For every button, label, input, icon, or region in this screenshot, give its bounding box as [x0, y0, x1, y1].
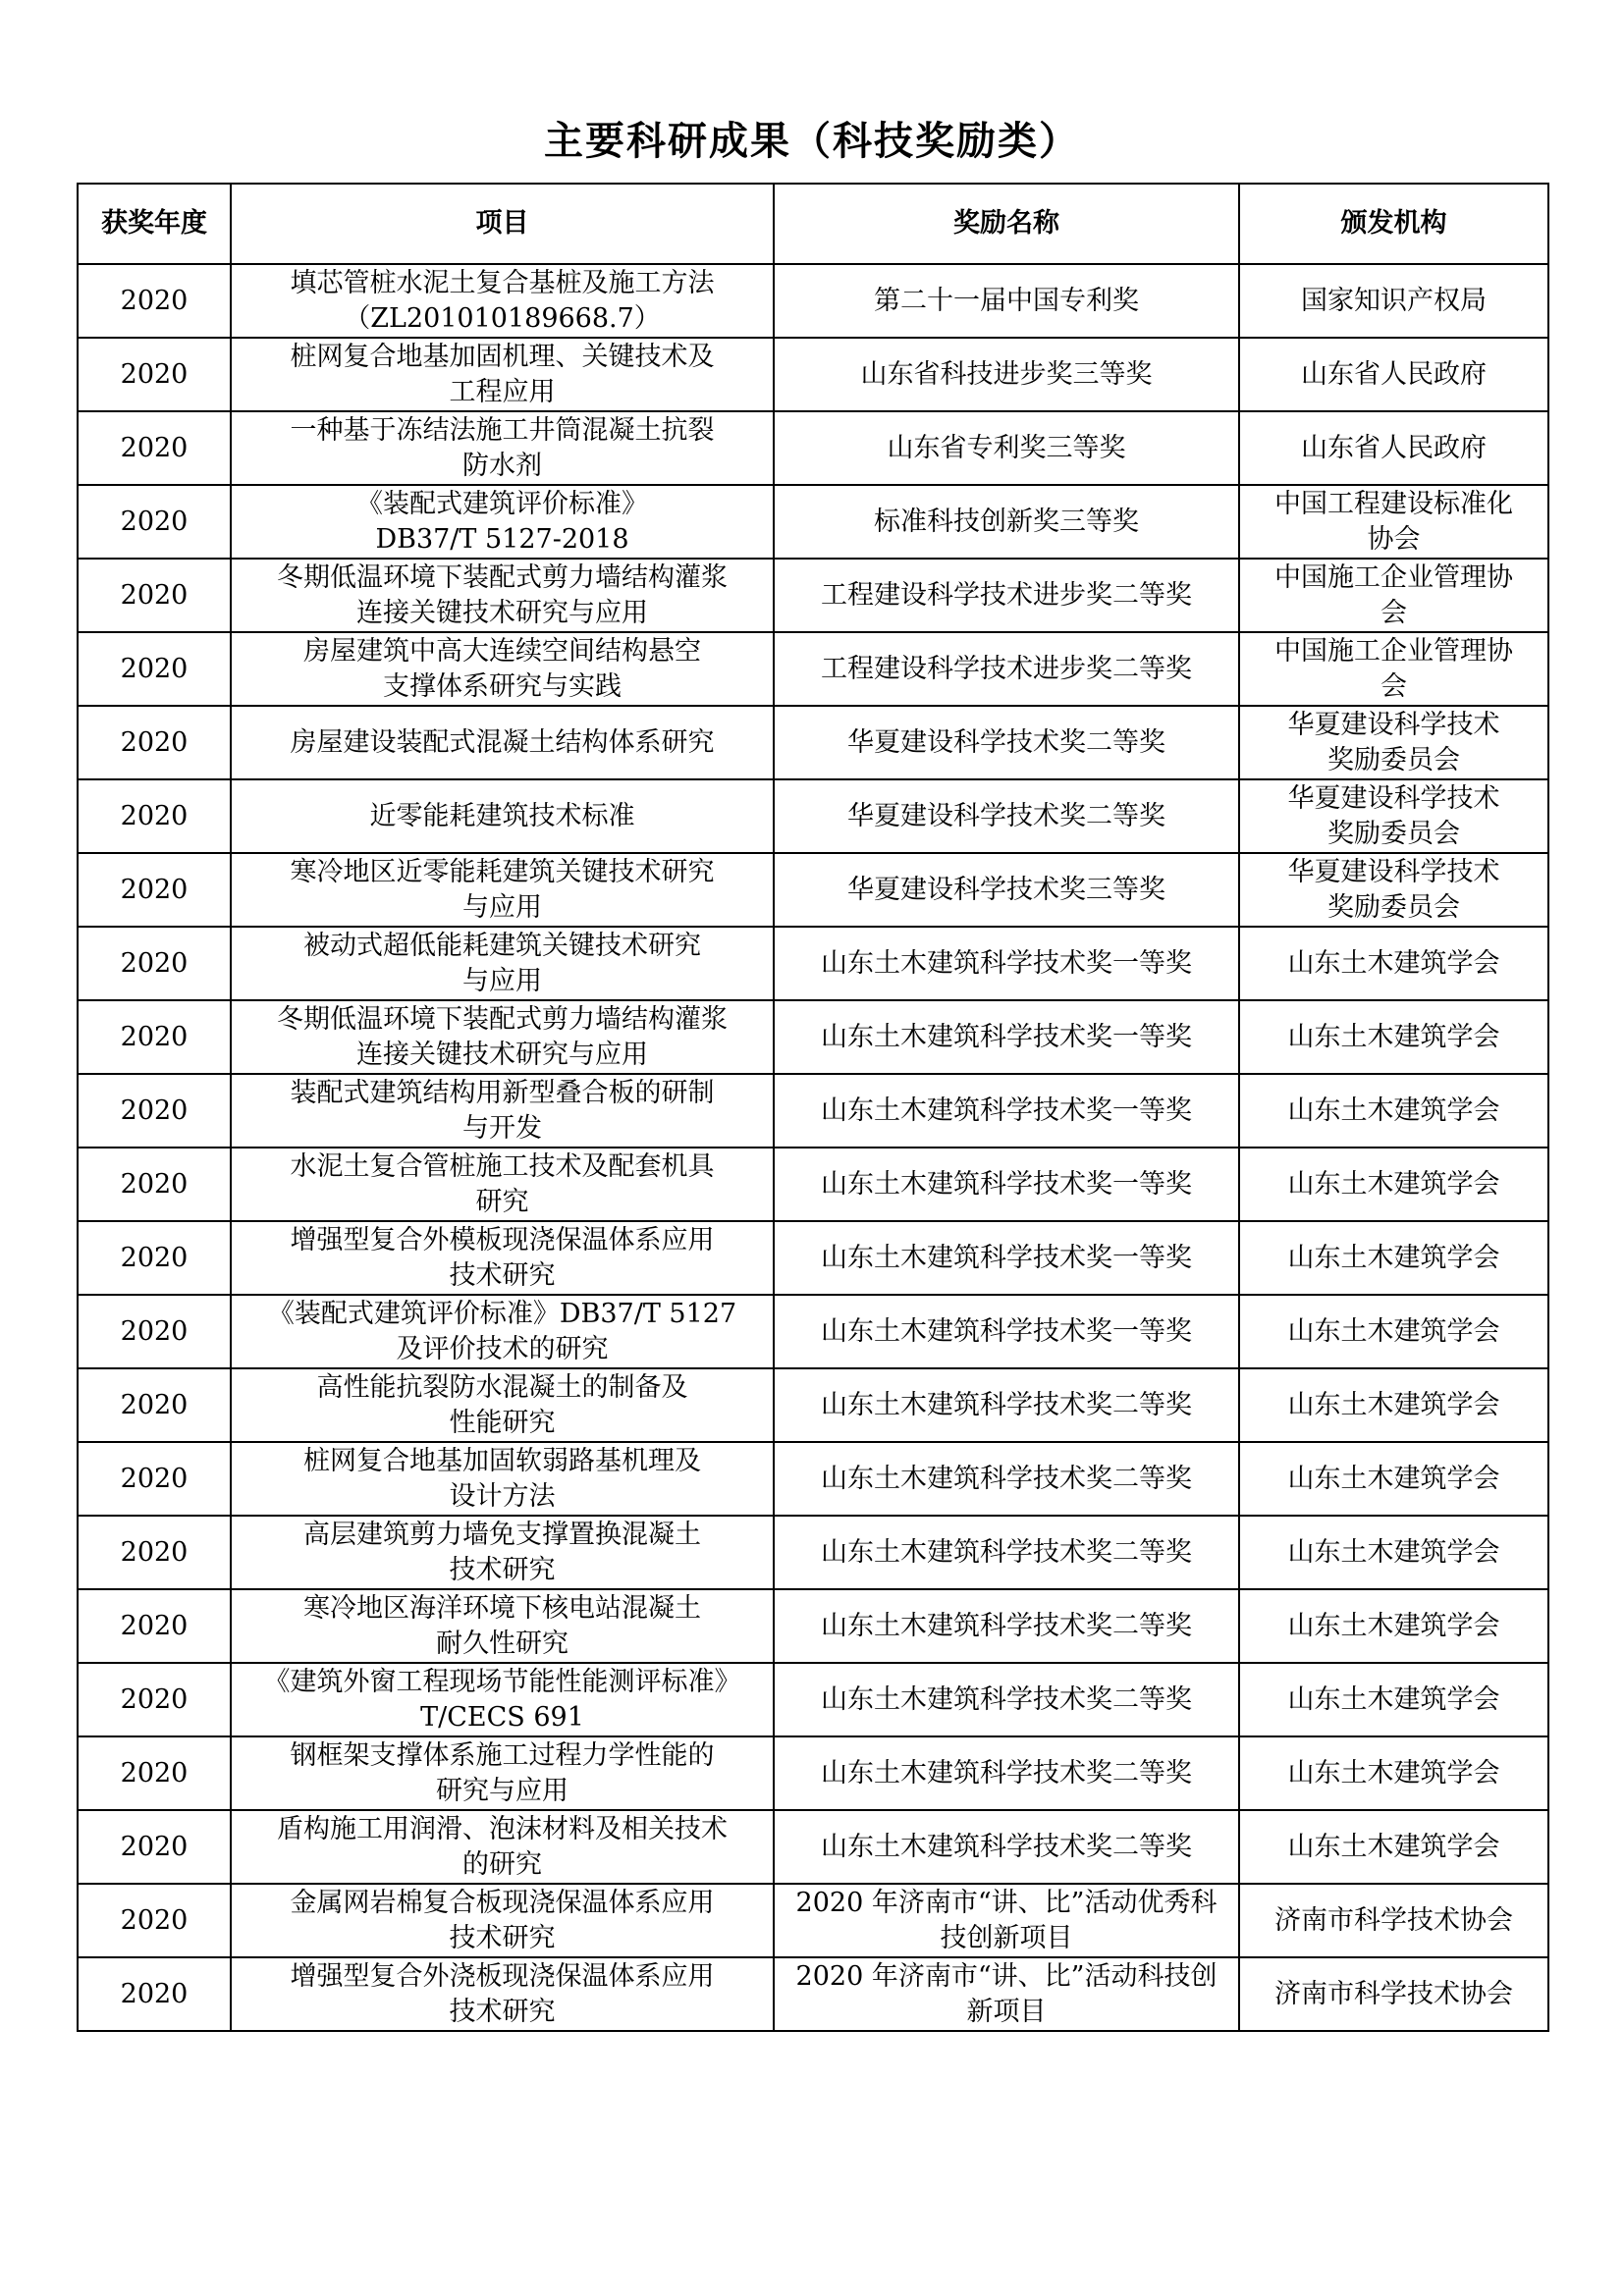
cell-issuer-line: 国家知识产权局	[1301, 285, 1487, 316]
cell-issuer	[1239, 1148, 1548, 1221]
cell-award-line: 工程建设科学技术进步奖二等奖	[821, 579, 1192, 611]
cell-award-line: 工程建设科学技术进步奖二等奖	[821, 653, 1192, 684]
cell-issuer-line: 山东土木建筑学会	[1287, 1536, 1500, 1568]
header-issuer: 颁发机构	[1239, 184, 1548, 264]
cell-issuer-line: 奖励委员会	[1327, 818, 1460, 849]
cell-project	[231, 1663, 774, 1736]
cell-project	[231, 1589, 774, 1663]
cell-project-line: 技术研究	[449, 1259, 556, 1291]
cell-project	[231, 927, 774, 1000]
cell-issuer	[1239, 1074, 1548, 1148]
cell-project-line: 工程应用	[449, 376, 556, 407]
cell-year: 2020	[78, 1810, 231, 1884]
cell-award	[774, 1295, 1239, 1368]
cell-award	[774, 411, 1239, 485]
cell-project	[231, 264, 774, 338]
cell-issuer-line: 会	[1380, 670, 1407, 702]
cell-issuer	[1239, 1810, 1548, 1884]
cell-issuer	[1239, 1516, 1548, 1589]
cell-issuer-line: 协会	[1367, 523, 1421, 555]
table-row	[78, 779, 1548, 853]
table-row	[78, 411, 1548, 485]
cell-issuer	[1239, 1295, 1548, 1368]
table-row	[78, 1148, 1548, 1221]
cell-award-line: 山东土木建筑科学技术奖二等奖	[821, 1683, 1192, 1715]
cell-issuer-line: 济南市科学技术协会	[1274, 1904, 1513, 1936]
cell-year: 2020	[78, 1736, 231, 1810]
cell-issuer-line: 山东土木建筑学会	[1287, 1389, 1500, 1420]
cell-issuer	[1239, 485, 1548, 559]
page-title: 主要科研成果（科技奖励类）	[544, 119, 1080, 164]
cell-project	[231, 1442, 774, 1516]
table-row	[78, 1221, 1548, 1295]
cell-project	[231, 338, 774, 411]
cell-award-line: 山东土木建筑科学技术奖二等奖	[821, 1831, 1192, 1862]
cell-year: 2020	[78, 1295, 231, 1368]
cell-issuer-line: 华夏建设科学技术	[1287, 856, 1500, 887]
cell-project-line: 与应用	[462, 965, 542, 996]
cell-project-line: 及评价技术的研究	[396, 1333, 609, 1364]
cell-project-line: T/CECS 691	[420, 1701, 584, 1733]
cell-award-line: 山东土木建筑科学技术奖二等奖	[821, 1757, 1192, 1789]
table-row	[78, 1516, 1548, 1589]
cell-year: 2020	[78, 1663, 231, 1736]
cell-project-line: 冬期低温环境下装配式剪力墙结构灌浆	[277, 561, 728, 593]
cell-issuer-line: 济南市科学技术协会	[1274, 1978, 1513, 2009]
cell-award	[774, 927, 1239, 1000]
cell-issuer-line: 中国工程建设标准化	[1274, 488, 1513, 519]
cell-project-line: 近零能耗建筑技术标准	[369, 800, 635, 831]
cell-award-line: 山东土木建筑科学技术奖一等奖	[821, 1242, 1192, 1273]
cell-issuer	[1239, 853, 1548, 927]
cell-award-line: 山东省科技进步奖三等奖	[860, 358, 1153, 390]
cell-award	[774, 264, 1239, 338]
table-row	[78, 1957, 1548, 2031]
cell-award	[774, 1663, 1239, 1736]
cell-issuer-line: 中国施工企业管理协	[1274, 635, 1513, 667]
cell-project	[231, 559, 774, 632]
table-row	[78, 1884, 1548, 1957]
table-row	[78, 559, 1548, 632]
table-row	[78, 1368, 1548, 1442]
cell-award-line: 2020 年济南市“讲、比”活动科技创	[795, 1960, 1218, 1992]
cell-issuer	[1239, 264, 1548, 338]
table-row	[78, 1810, 1548, 1884]
cell-project-line: 金属网岩棉复合板现浇保温体系应用	[290, 1887, 715, 1918]
cell-award	[774, 1957, 1239, 2031]
cell-issuer	[1239, 1000, 1548, 1074]
cell-project-line: 与应用	[462, 891, 542, 923]
cell-year: 2020	[78, 485, 231, 559]
cell-award	[774, 485, 1239, 559]
cell-award	[774, 1810, 1239, 1884]
cell-issuer-line: 奖励委员会	[1327, 891, 1460, 923]
cell-year: 2020	[78, 264, 231, 338]
cell-issuer-line: 华夏建设科学技术	[1287, 782, 1500, 814]
cell-award-line: 山东省专利奖三等奖	[887, 432, 1126, 463]
cell-project-line: 耐久性研究	[436, 1628, 568, 1659]
cell-year: 2020	[78, 1442, 231, 1516]
cell-issuer	[1239, 706, 1548, 779]
cell-project	[231, 1810, 774, 1884]
cell-project-line: 水泥土复合管桩施工技术及配套机具	[290, 1150, 715, 1182]
cell-award-line: 山东土木建筑科学技术奖二等奖	[821, 1389, 1192, 1420]
table-row	[78, 927, 1548, 1000]
cell-issuer-line: 山东土木建筑学会	[1287, 1315, 1500, 1347]
cell-project	[231, 1000, 774, 1074]
cell-award	[774, 1589, 1239, 1663]
cell-project-line: 技术研究	[449, 1996, 556, 2027]
cell-project-line: 连接关键技术研究与应用	[356, 597, 648, 628]
cell-issuer-line: 山东土木建筑学会	[1287, 947, 1500, 979]
cell-project-line: 设计方法	[449, 1480, 556, 1512]
cell-project-line: 增强型复合外模板现浇保温体系应用	[290, 1224, 715, 1255]
cell-project-line: 《装配式建筑评价标准》DB37/T 5127	[267, 1298, 737, 1329]
cell-issuer	[1239, 927, 1548, 1000]
cell-award	[774, 1221, 1239, 1295]
table-header	[78, 184, 1548, 264]
cell-issuer	[1239, 1663, 1548, 1736]
cell-project-line: 填芯管桩水泥土复合基桩及施工方法	[290, 267, 715, 298]
cell-issuer-line: 山东土木建筑学会	[1287, 1021, 1500, 1052]
cell-award-line: 山东土木建筑科学技术奖二等奖	[821, 1536, 1192, 1568]
table-row	[78, 632, 1548, 706]
cell-project	[231, 632, 774, 706]
cell-award	[774, 1368, 1239, 1442]
cell-project-line: 连接关键技术研究与应用	[356, 1039, 648, 1070]
cell-project-line: （ZL201010189668.7）	[344, 302, 661, 334]
cell-award-line: 山东土木建筑科学技术奖一等奖	[821, 947, 1192, 979]
cell-issuer-line: 山东土木建筑学会	[1287, 1168, 1500, 1200]
cell-project-line: 技术研究	[449, 1554, 556, 1585]
cell-year: 2020	[78, 1957, 231, 2031]
cell-issuer-line: 华夏建设科学技术	[1287, 709, 1500, 740]
cell-project-line: 研究与应用	[436, 1775, 568, 1806]
cell-project-line: 被动式超低能耗建筑关键技术研究	[303, 930, 701, 961]
cell-project-line: 的研究	[462, 1848, 542, 1880]
cell-issuer-line: 山东土木建筑学会	[1287, 1242, 1500, 1273]
cell-award-line: 华夏建设科学技术奖三等奖	[847, 874, 1165, 905]
cell-issuer-line: 山东土木建筑学会	[1287, 1610, 1500, 1641]
cell-award-line: 技创新项目	[940, 1922, 1073, 1953]
cell-year: 2020	[78, 1368, 231, 1442]
cell-issuer-line: 奖励委员会	[1327, 744, 1460, 775]
cell-project	[231, 1368, 774, 1442]
cell-project	[231, 779, 774, 853]
cell-award	[774, 1074, 1239, 1148]
header-row	[78, 184, 1548, 264]
cell-project-line: 房屋建设装配式混凝土结构体系研究	[290, 726, 715, 758]
cell-issuer	[1239, 338, 1548, 411]
cell-award	[774, 853, 1239, 927]
cell-award-line: 山东土木建筑科学技术奖一等奖	[821, 1315, 1192, 1347]
cell-project	[231, 485, 774, 559]
cell-project-line: DB37/T 5127-2018	[375, 523, 629, 555]
cell-project-line: 高层建筑剪力墙免支撑置换混凝土	[303, 1519, 701, 1550]
table-row	[78, 1663, 1548, 1736]
cell-issuer-line: 山东省人民政府	[1301, 432, 1487, 463]
cell-project-line: 《装配式建筑评价标准》	[356, 488, 648, 519]
cell-award-line: 标准科技创新奖三等奖	[874, 506, 1139, 537]
cell-issuer	[1239, 1736, 1548, 1810]
cell-project-line: 一种基于冻结法施工井筒混凝土抗裂	[290, 414, 715, 446]
cell-award-line: 华夏建设科学技术奖二等奖	[847, 800, 1165, 831]
cell-issuer-line: 山东土木建筑学会	[1287, 1683, 1500, 1715]
cell-year: 2020	[78, 706, 231, 779]
table-row	[78, 264, 1548, 338]
cell-issuer-line: 山东土木建筑学会	[1287, 1463, 1500, 1494]
cell-project	[231, 1736, 774, 1810]
cell-issuer-line: 山东土木建筑学会	[1287, 1831, 1500, 1862]
cell-award-line: 新项目	[966, 1996, 1047, 2027]
cell-project-line: 装配式建筑结构用新型叠合板的研制	[290, 1077, 715, 1108]
header-year: 获奖年度	[78, 184, 231, 264]
cell-year: 2020	[78, 1000, 231, 1074]
cell-year: 2020	[78, 411, 231, 485]
cell-issuer	[1239, 1442, 1548, 1516]
table-row	[78, 1736, 1548, 1810]
cell-project-line: 防水剂	[462, 450, 542, 481]
cell-year: 2020	[78, 1074, 231, 1148]
cell-project	[231, 1884, 774, 1957]
cell-issuer	[1239, 1884, 1548, 1957]
cell-issuer-line: 山东土木建筑学会	[1287, 1095, 1500, 1126]
cell-issuer	[1239, 411, 1548, 485]
cell-project-line: 寒冷地区海洋环境下核电站混凝土	[303, 1592, 701, 1624]
cell-year: 2020	[78, 632, 231, 706]
cell-issuer	[1239, 1221, 1548, 1295]
cell-award	[774, 559, 1239, 632]
cell-year: 2020	[78, 1589, 231, 1663]
cell-award-line: 山东土木建筑科学技术奖一等奖	[821, 1168, 1192, 1200]
cell-project	[231, 853, 774, 927]
cell-award-line: 山东土木建筑科学技术奖一等奖	[821, 1021, 1192, 1052]
cell-year: 2020	[78, 779, 231, 853]
table-row	[78, 1589, 1548, 1663]
cell-project-line: 支撑体系研究与实践	[383, 670, 622, 702]
cell-project-line: 桩网复合地基加固软弱路基机理及	[303, 1445, 701, 1476]
cell-project-line: 高性能抗裂防水混凝土的制备及	[316, 1371, 688, 1403]
cell-issuer	[1239, 632, 1548, 706]
cell-project-line: 《建筑外窗工程现场节能性能测评标准》	[263, 1666, 741, 1697]
cell-project-line: 寒冷地区近零能耗建筑关键技术研究	[290, 856, 715, 887]
cell-year: 2020	[78, 338, 231, 411]
cell-award	[774, 1736, 1239, 1810]
cell-project-line: 性能研究	[449, 1407, 556, 1438]
cell-issuer	[1239, 779, 1548, 853]
header-award: 奖励名称	[774, 184, 1239, 264]
cell-award	[774, 706, 1239, 779]
cell-award-line: 山东土木建筑科学技术奖二等奖	[821, 1610, 1192, 1641]
cell-project-line: 钢框架支撑体系施工过程力学性能的	[290, 1739, 715, 1771]
cell-issuer-line: 会	[1380, 597, 1407, 628]
table-row	[78, 1442, 1548, 1516]
cell-project-line: 增强型复合外浇板现浇保温体系应用	[290, 1960, 715, 1992]
cell-project-line: 房屋建筑中高大连续空间结构悬空	[303, 635, 701, 667]
cell-project	[231, 1148, 774, 1221]
cell-award	[774, 632, 1239, 706]
cell-year: 2020	[78, 853, 231, 927]
cell-project-line: 桩网复合地基加固机理、关键技术及	[290, 341, 715, 372]
table-body	[78, 264, 1548, 2031]
cell-project	[231, 1957, 774, 2031]
header-project: 项目	[231, 184, 774, 264]
cell-issuer	[1239, 1957, 1548, 2031]
cell-award-line: 山东土木建筑科学技术奖一等奖	[821, 1095, 1192, 1126]
cell-award	[774, 1884, 1239, 1957]
cell-year: 2020	[78, 927, 231, 1000]
cell-award	[774, 1000, 1239, 1074]
cell-award-line: 华夏建设科学技术奖二等奖	[847, 726, 1165, 758]
table-row	[78, 1074, 1548, 1148]
cell-issuer-line: 山东省人民政府	[1301, 358, 1487, 390]
cell-project	[231, 1221, 774, 1295]
cell-project-line: 技术研究	[449, 1922, 556, 1953]
cell-award-line: 第二十一届中国专利奖	[874, 285, 1139, 316]
cell-award-line: 山东土木建筑科学技术奖二等奖	[821, 1463, 1192, 1494]
table-row	[78, 706, 1548, 779]
table-row	[78, 485, 1548, 559]
table-row	[78, 853, 1548, 927]
cell-award	[774, 1442, 1239, 1516]
cell-award	[774, 1148, 1239, 1221]
cell-award	[774, 338, 1239, 411]
cell-year: 2020	[78, 1148, 231, 1221]
cell-project-line: 盾构施工用润滑、泡沫材料及相关技术	[277, 1813, 728, 1844]
cell-project	[231, 706, 774, 779]
cell-issuer	[1239, 1368, 1548, 1442]
cell-project	[231, 1074, 774, 1148]
cell-year: 2020	[78, 559, 231, 632]
cell-project	[231, 1295, 774, 1368]
cell-issuer-line: 中国施工企业管理协	[1274, 561, 1513, 593]
table-row	[78, 338, 1548, 411]
cell-year: 2020	[78, 1516, 231, 1589]
cell-award	[774, 779, 1239, 853]
cell-year: 2020	[78, 1884, 231, 1957]
cell-issuer	[1239, 559, 1548, 632]
cell-issuer	[1239, 1589, 1548, 1663]
cell-award-line: 2020 年济南市“讲、比”活动优秀科	[795, 1887, 1218, 1918]
cell-year: 2020	[78, 1221, 231, 1295]
cell-project	[231, 411, 774, 485]
cell-award	[774, 1516, 1239, 1589]
cell-project-line: 研究	[475, 1186, 529, 1217]
table-row	[78, 1295, 1548, 1368]
awards-table	[77, 183, 1549, 2032]
table-row	[78, 1000, 1548, 1074]
cell-project-line: 冬期低温环境下装配式剪力墙结构灌浆	[277, 1003, 728, 1035]
cell-project-line: 与开发	[462, 1112, 542, 1144]
cell-project	[231, 1516, 774, 1589]
cell-issuer-line: 山东土木建筑学会	[1287, 1757, 1500, 1789]
